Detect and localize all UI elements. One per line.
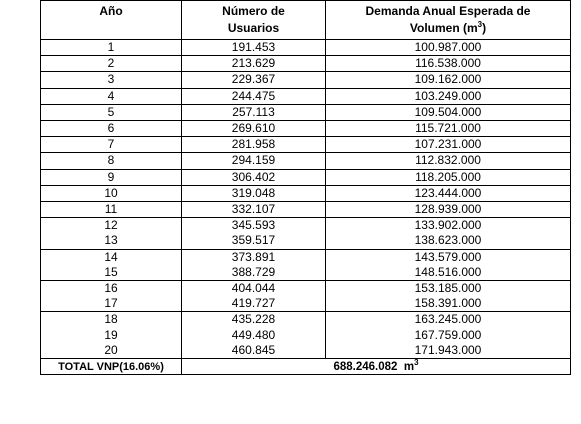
demand-header: Demanda Anual Esperada de Volumen $(m^3)$ (326, 1, 571, 40)
cell-demand: 148.516.000 (326, 265, 571, 281)
cell-demand: 153.185.000 (326, 281, 571, 297)
cell-demand: 118.205.000 (326, 169, 571, 185)
total-row (41, 359, 571, 375)
cell-users: 281.958 (182, 137, 326, 153)
table-row (41, 343, 571, 359)
table-row (41, 249, 571, 265)
total-label: TOTAL VNP(16.06%) (41, 359, 182, 375)
cell-users: 269.610 (182, 121, 326, 137)
cell-year: 5 (41, 104, 182, 120)
cell-users: 257.113 (182, 104, 326, 120)
cell-demand: 109.162.000 (326, 72, 571, 88)
cell-demand: 103.249.000 (326, 88, 571, 104)
users-header: Número de Usuarios (182, 1, 326, 40)
cell-users: 404.044 (182, 281, 326, 297)
cell-users: 229.367 (182, 72, 326, 88)
table-row (41, 328, 571, 343)
table-row (41, 169, 571, 185)
cell-demand: 171.943.000 (326, 343, 571, 359)
cell-year: 1 (41, 40, 182, 56)
cell-year: 11 (41, 202, 182, 218)
cell-demand: 116.538.000 (326, 56, 571, 72)
table-row (41, 202, 571, 218)
cell-users: 306.402 (182, 169, 326, 185)
table-row (41, 121, 571, 137)
cell-users: 373.891 (182, 249, 326, 265)
cell-users: 244.475 (182, 88, 326, 104)
cell-year: 8 (41, 153, 182, 169)
cell-demand: 109.504.000 (326, 104, 571, 120)
header-row (41, 1, 571, 40)
total-value: 688.246.082 $m^3$ (182, 359, 571, 375)
cell-year: 9 (41, 169, 182, 185)
cell-year: 12 (41, 218, 182, 234)
table-row (41, 185, 571, 201)
cell-users: 294.159 (182, 153, 326, 169)
year-header: Año (41, 1, 182, 40)
cell-year: 15 (41, 265, 182, 281)
cell-users: 419.727 (182, 296, 326, 312)
cell-users: 449.480 (182, 328, 326, 343)
table-row (41, 88, 571, 104)
cell-users: 319.048 (182, 185, 326, 201)
cell-year: 14 (41, 249, 182, 265)
table-row (41, 296, 571, 312)
cell-year: 17 (41, 296, 182, 312)
cell-year: 16 (41, 281, 182, 297)
cell-demand: 138.623.000 (326, 233, 571, 249)
cell-demand: 133.902.000 (326, 218, 571, 234)
table-row (41, 233, 571, 249)
cell-users: 213.629 (182, 56, 326, 72)
cell-demand: 158.391.000 (326, 296, 571, 312)
table-row (41, 56, 571, 72)
cell-demand: 112.832.000 (326, 153, 571, 169)
table-row (41, 40, 571, 56)
cell-users: 345.593 (182, 218, 326, 234)
cell-year: 6 (41, 121, 182, 137)
cell-year: 7 (41, 137, 182, 153)
cell-demand: 143.579.000 (326, 249, 571, 265)
cell-demand: 167.759.000 (326, 328, 571, 343)
table-row (41, 218, 571, 234)
cell-demand: 128.939.000 (326, 202, 571, 218)
cell-users: 388.729 (182, 265, 326, 281)
cell-year: 13 (41, 233, 182, 249)
cell-users: 460.845 (182, 343, 326, 359)
cell-year: 20 (41, 343, 182, 359)
table-row (41, 137, 571, 153)
table-row (41, 265, 571, 281)
cell-year: 18 (41, 312, 182, 328)
cell-year: 4 (41, 88, 182, 104)
cell-demand: 115.721.000 (326, 121, 571, 137)
cell-users: 191.453 (182, 40, 326, 56)
table-row (41, 281, 571, 297)
table-row (41, 104, 571, 120)
cell-users: 435.228 (182, 312, 326, 328)
cell-users: 332.107 (182, 202, 326, 218)
cell-year: 2 (41, 56, 182, 72)
table-row (41, 312, 571, 328)
cell-year: 19 (41, 328, 182, 343)
table-row (41, 153, 571, 169)
cell-demand: 107.231.000 (326, 137, 571, 153)
cell-demand: 100.987.000 (326, 40, 571, 56)
table-row (41, 72, 571, 88)
cell-year: 10 (41, 185, 182, 201)
cell-users: 359.517 (182, 233, 326, 249)
cell-demand: 163.245.000 (326, 312, 571, 328)
cell-year: 3 (41, 72, 182, 88)
cell-demand: 123.444.000 (326, 185, 571, 201)
demand-table (40, 0, 571, 375)
